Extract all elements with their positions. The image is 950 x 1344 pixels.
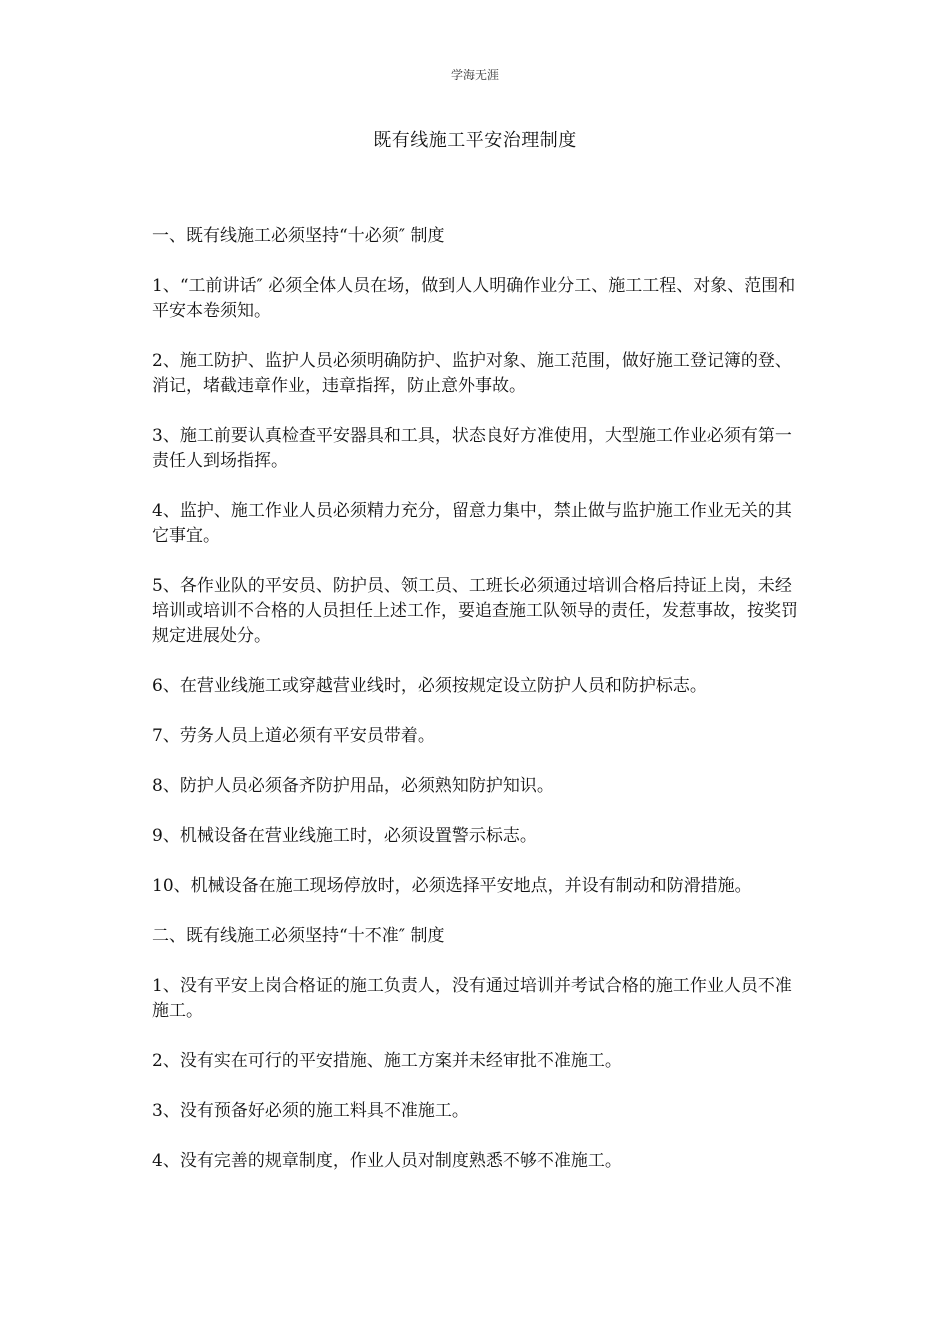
document-body — [152, 224, 802, 1199]
paragraph-item: 4、监护、施工作业人员必须精力充分，留意力集中，禁止做与监护施工作业无关的其它事宜。 — [152, 501, 792, 546]
paragraph-item: 2、施工防护、监护人员必须明确防护、监护对象、施工范围，做好施工登记簿的登、消记，堵截违章作业，违章指挥，防止意外事故。 — [152, 351, 792, 396]
paragraph-item: 2、没有实在可行的平安措施、施工方案并未经审批不准施工。 — [152, 1051, 622, 1071]
page-header: 学海无涯 — [450, 68, 499, 82]
paragraph-item: 5、各作业队的平安员、防护员、领工员、工班长必须通过培训合格后持证上岗，未经培训或培训不合格的人员担任上述工作，要追查施工队领导的责任，发惹事故，按奖罚规定进展处分。 — [152, 576, 798, 646]
section-heading-1: 一、既有线施工必须坚持“十必须″ 制度 — [152, 226, 445, 246]
paragraph-item: 7、劳务人员上道必须有平安员带着。 — [152, 726, 435, 746]
paragraph-item: 4、没有完善的规章制度，作业人员对制度熟悉不够不准施工。 — [152, 1151, 622, 1171]
paragraph-item: 9、机械设备在营业线施工时，必须设置警示标志。 — [152, 826, 537, 846]
paragraph-item: 1、“工前讲话″ 必须全体人员在场，做到人人明确作业分工、施工工程、对象、范围和平安本卷须知。 — [152, 276, 796, 321]
paragraph-item: 6、在营业线施工或穿越营业线时，必须按规定设立防护人员和防护标志。 — [152, 676, 707, 696]
paragraph-item: 1、没有平安上岗合格证的施工负责人，没有通过培训并考试合格的施工作业人员不准施工。 — [152, 976, 792, 1021]
document-title: 既有线施工平安治理制度 — [373, 130, 577, 151]
paragraph-item: 3、施工前要认真检查平安器具和工具，状态良好方准使用，大型施工作业必须有第一责任人到场指挥。 — [152, 426, 792, 471]
section-heading-2: 二、既有线施工必须坚持“十不准″ 制度 — [152, 926, 445, 946]
paragraph-item: 10、机械设备在施工现场停放时，必须选择平安地点，并设有制动和防滑措施。 — [152, 876, 752, 896]
paragraph-item: 8、防护人员必须备齐防护用品，必须熟知防护知识。 — [152, 776, 554, 796]
paragraph-item: 3、没有预备好必须的施工料具不准施工。 — [152, 1101, 469, 1121]
